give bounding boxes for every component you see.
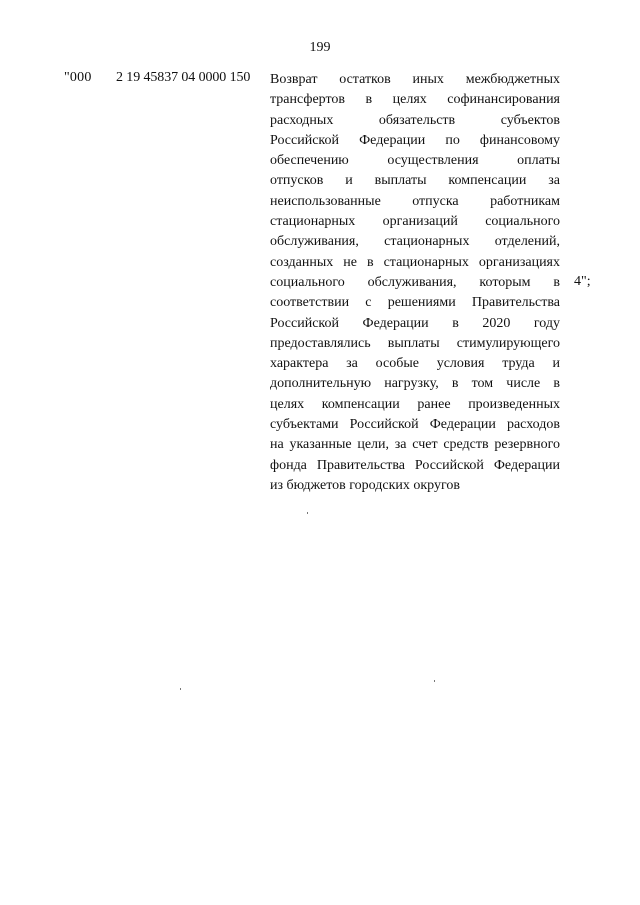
description-line: расходных обязательств субъектов (270, 112, 560, 128)
description-line: фонда Правительства Российской Федерации (270, 457, 560, 473)
page-number: 199 (309, 40, 331, 55)
code-description (270, 70, 560, 496)
description-line: Российской Федерации по финансовому (270, 132, 560, 148)
scan-speck (180, 688, 181, 690)
description-line: неиспользованные отпуска работникам (270, 193, 560, 209)
description-line: социального обслуживания, которым в (270, 274, 560, 290)
row-tail-note: 4"; (574, 274, 591, 289)
description-line: обслуживания, стационарных отделений, (270, 234, 560, 250)
description-line: соответствии с решениями Правительства (270, 295, 560, 311)
description-line: субъектами Российской Федерации расходов (270, 417, 560, 433)
description-line: целях компенсации ранее произведенных (270, 396, 560, 412)
description-line: отпусков и выплаты компенсации за (270, 173, 560, 189)
scan-speck (307, 512, 308, 514)
description-line: трансфертов в целях софинансирования (270, 92, 560, 108)
description-line: из бюджетов городских округов (270, 477, 461, 493)
admin-code: "000 (64, 70, 92, 85)
description-line: предоставлялись выплаты стимулирующего (270, 335, 560, 351)
description-line: Российской Федерации в 2020 году (270, 315, 560, 331)
scan-speck (434, 680, 435, 682)
description-line: характера за особые условия труда и (270, 356, 560, 372)
description-line: Возврат остатков иных межбюджетных (270, 72, 560, 87)
description-line: на указанные цели, за счет средств резервного (270, 437, 560, 453)
description-line: стационарных организаций социального (270, 214, 560, 230)
description-line: дополнительную нагрузку, в том числе в (270, 376, 560, 392)
budget-classification-code: 2 19 45837 04 0000 150 (116, 70, 251, 85)
description-line: созданных не в стационарных организациях (270, 254, 560, 270)
description-line: обеспечению осуществления оплаты (270, 153, 560, 169)
